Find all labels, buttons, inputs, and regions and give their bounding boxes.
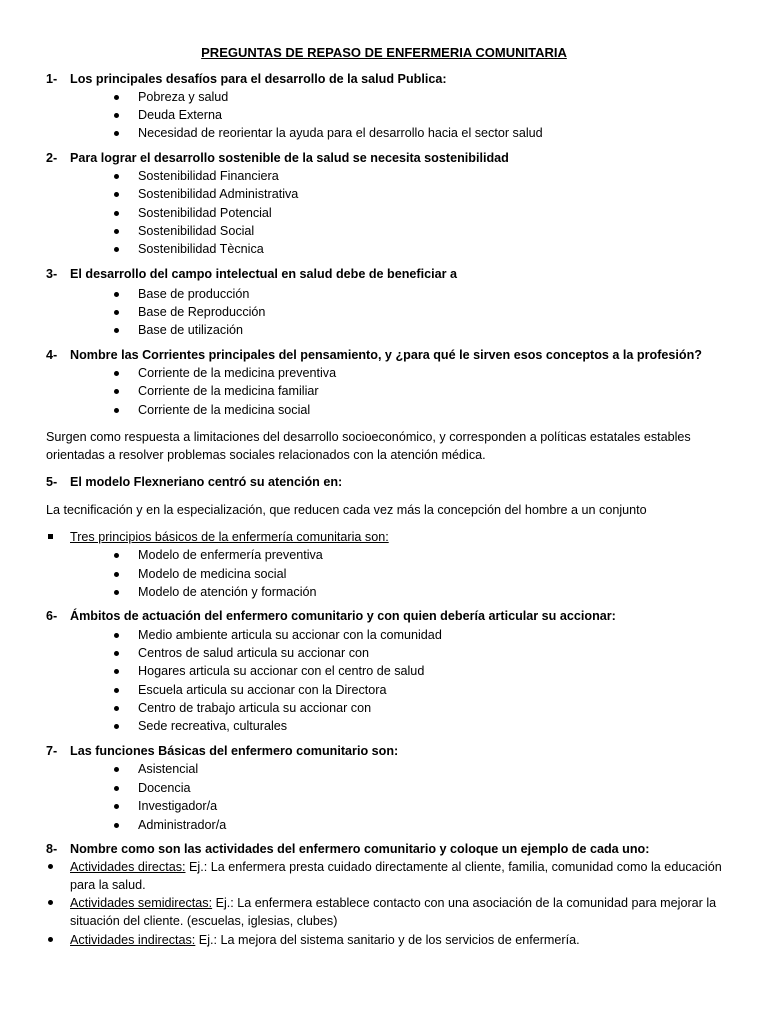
answer-paragraph: Surgen como respuesta a limitaciones del desarrollo socioeconómico, y corresponden a políticas estatales estables orientadas a resolver problemas sociales relacionados con la atención médica. bbox=[46, 430, 691, 462]
list-item bbox=[46, 931, 726, 949]
question-6 bbox=[46, 608, 616, 625]
bullet-icon bbox=[114, 553, 119, 558]
bullet-icon bbox=[114, 328, 119, 333]
page-title: PREGUNTAS DE REPASO DE ENFERMERIA COMUNITARIA bbox=[201, 45, 567, 60]
bullet-icon bbox=[114, 247, 119, 252]
bullet-icon bbox=[114, 95, 119, 100]
activity-label: Actividades directas: bbox=[70, 860, 186, 874]
question-text: Nombre como son las actividades del enfermero comunitario y coloque un ejemplo de cada uno: bbox=[70, 842, 650, 856]
question-number: 8- bbox=[46, 842, 58, 856]
question-number: 4- bbox=[46, 348, 58, 362]
question-text: Para lograr el desarrollo sostenible de la salud se necesita sostenibilidad bbox=[70, 151, 509, 165]
question-7 bbox=[46, 743, 398, 760]
list-item bbox=[46, 894, 726, 930]
bullet-icon bbox=[114, 724, 119, 729]
list-item bbox=[46, 858, 726, 894]
question-text: Nombre las Corrientes principales del pensamiento, y ¿para qué le sirven esos conceptos a la profesión? bbox=[70, 348, 702, 362]
bullet-icon bbox=[114, 292, 119, 297]
bullet-icon bbox=[114, 371, 119, 376]
bullet-icon bbox=[114, 113, 119, 118]
question-text: Los principales desafíos para el desarrollo de la salud Publica: bbox=[70, 72, 447, 86]
question-text: El desarrollo del campo intelectual en salud debe de beneficiar a bbox=[70, 267, 458, 281]
bullet-icon bbox=[114, 174, 119, 179]
bullet-icon bbox=[48, 900, 53, 905]
question-number: 6- bbox=[46, 609, 58, 623]
bullet-icon bbox=[114, 804, 119, 809]
bullet-icon bbox=[114, 669, 119, 674]
question-8 bbox=[46, 841, 649, 858]
question-4 bbox=[46, 347, 702, 364]
bullet-icon bbox=[114, 651, 119, 656]
bullet-icon bbox=[114, 823, 119, 828]
question-5 bbox=[46, 474, 342, 491]
bullet-icon bbox=[114, 590, 119, 595]
bullet-icon bbox=[114, 688, 119, 693]
square-bullet-icon bbox=[48, 534, 53, 539]
question-number: 5- bbox=[46, 475, 58, 489]
question-1 bbox=[46, 71, 447, 88]
activity-text: Ej.: La enfermera presta cuidado directamente al cliente, familia, comunidad como la educación para la salud. bbox=[70, 860, 722, 892]
bullet-icon bbox=[114, 389, 119, 394]
bullet-icon bbox=[114, 633, 119, 638]
question-3 bbox=[46, 266, 457, 283]
bullet-icon bbox=[114, 572, 119, 577]
document-page: PREGUNTAS DE REPASO DE ENFERMERIA COMUNITARIA 1- Los principales desafíos para el desarrollo de la salud Publica: Pobreza y salud Deuda Externa Necesidad de reorientar la ayuda para el desarrollo hacia el sector salud 2- Para lograr el desarrollo sostenible de la salud se necesita sostenibilidad Sostenibilidad Financiera Sostenibilidad Administrativa Sostenibilidad Potencial Sostenibilidad Social Sostenibilidad Tècnica 3- El desarrollo del campo intelectual en salud debe de beneficiar a Base de producción Base de Reproducción Base de utilización 4- Nombre las Corrientes principales del pensamiento, y ¿para qué le sirven esos conceptos a la profesión? Corriente de la medicina preventiva Corriente de la medicina familiar Corriente de la medicina social Surgen como respuesta a limitaciones del desarrollo socioeconómico, y corresponden a políticas estatales estables orientadas a resolver problemas sociales relacionados con la atención médica. 5- El modelo Flexneriano centró su atención en: La tecnificación y en la especialización, que reducen cada vez más la concepción del hombre a un conjunto Tres principios básicos de la enfermería comunitaria son: Modelo de enfermería preventiva Modelo de medicina social Modelo de atención y formación 6- Ámbitos de actuación del enfermero comunitario y con quien debería articular su accionar: Medio ambiente articula su accionar con la comunidad Centros de salud articula su accionar con Hogares articula su accionar con el centro de salud Escuela articula su accionar con la Directora Centro de trabajo articula su accionar con Sede recreativa, culturales 7- Las funciones Básicas del enfermero comunitario son: Asistencial Docencia Investigador/a Administrador/a 8- Nombre como son las actividades del enfermero comunitario y coloque un ejemplo de cada uno: Actividades directas: Ej.: La enfermera presta cuidado directamente al cliente, familia, comunidad como la educación para la salud. Actividades semidirectas: Ej.: La enfermera establece contacto con una asociación de la comunidad para mejorar la situación del cliente. (escuelas, iglesias, clubes) Actividades indirectas: Ej.: La mejora del sistema sanitario y de los servicios de enfermería. bbox=[0, 0, 768, 1024]
question-text: El modelo Flexneriano centró su atención en: bbox=[70, 475, 343, 489]
activity-text: Ej.: La enfermera establece contacto con una asociación de la comunidad para mejorar la situación del cliente. (escuelas, iglesias, clubes) bbox=[70, 896, 717, 928]
question-text: Ámbitos de actuación del enfermero comunitario y con quien debería articular su accionar: bbox=[70, 609, 616, 623]
activity-label: Actividades semidirectas: bbox=[70, 896, 213, 910]
bullet-icon bbox=[114, 211, 119, 216]
activity-text: Ej.: La mejora del sistema sanitario y de los servicios de enfermería. bbox=[195, 933, 580, 947]
question-number: 7- bbox=[46, 744, 58, 758]
bullet-icon bbox=[114, 229, 119, 234]
question-2 bbox=[46, 150, 509, 167]
bullet-icon bbox=[48, 937, 53, 942]
bullet-icon bbox=[114, 310, 119, 315]
bullet-icon bbox=[114, 767, 119, 772]
bullet-icon bbox=[114, 131, 119, 136]
bullet-icon bbox=[114, 786, 119, 791]
question-number: 1- bbox=[46, 72, 58, 86]
question-number: 2- bbox=[46, 151, 58, 165]
answer-paragraph: La tecnificación y en la especialización, que reducen cada vez más la concepción del hombre a un conjunto bbox=[46, 503, 647, 517]
question-number: 3- bbox=[46, 267, 58, 281]
bullet-icon bbox=[48, 864, 53, 869]
activity-label: Actividades indirectas: bbox=[70, 933, 196, 947]
bullet-icon bbox=[114, 408, 119, 413]
question-text: Las funciones Básicas del enfermero comunitario son: bbox=[70, 744, 399, 758]
bullet-icon bbox=[114, 706, 119, 711]
bullet-icon bbox=[114, 192, 119, 197]
